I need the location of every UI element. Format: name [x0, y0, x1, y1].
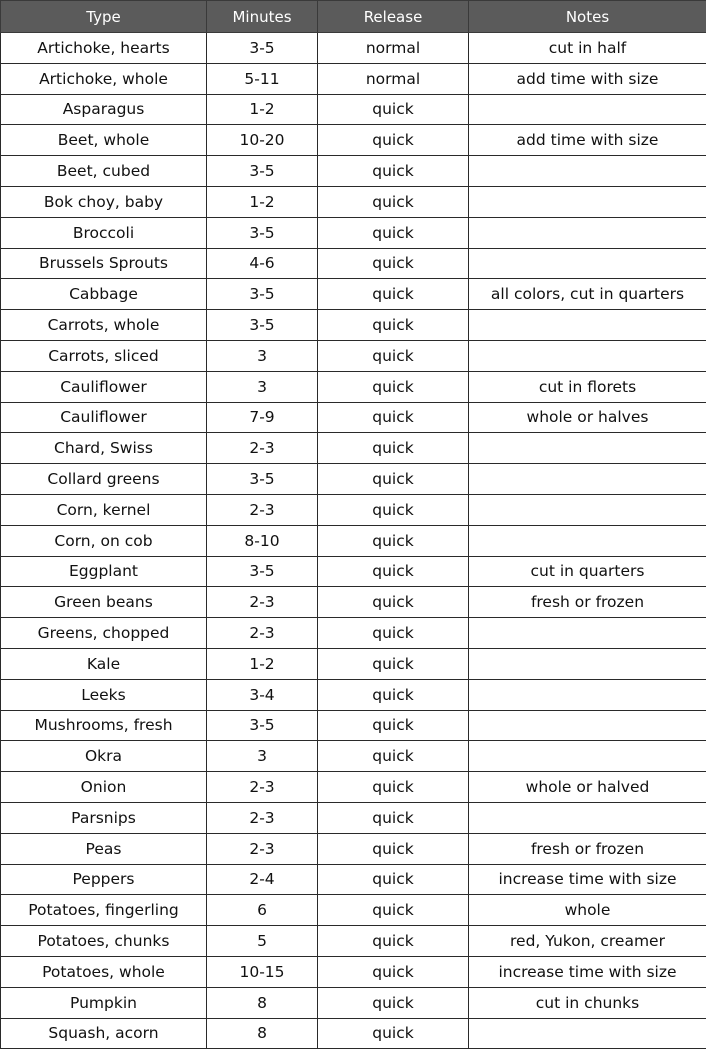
cell-release: quick [318, 772, 469, 803]
cell-type: Cauliflower [1, 402, 207, 433]
cell-type: Beet, whole [1, 125, 207, 156]
cell-notes: increase time with size [469, 956, 706, 987]
cell-minutes: 2-3 [207, 494, 318, 525]
cell-release: quick [318, 525, 469, 556]
cell-minutes: 3-5 [207, 464, 318, 495]
cell-minutes: 7-9 [207, 402, 318, 433]
cell-notes: fresh or frozen [469, 833, 706, 864]
cell-minutes: 2-4 [207, 864, 318, 895]
cell-notes [469, 310, 706, 341]
cell-notes [469, 679, 706, 710]
cell-minutes: 3 [207, 371, 318, 402]
cell-type: Carrots, whole [1, 310, 207, 341]
cell-type: Potatoes, chunks [1, 926, 207, 957]
cell-type: Chard, Swiss [1, 433, 207, 464]
cell-type: Okra [1, 741, 207, 772]
cell-notes: red, Yukon, creamer [469, 926, 706, 957]
table-header [1, 1, 706, 33]
table-row [1, 926, 706, 957]
cell-type: Asparagus [1, 94, 207, 125]
cell-minutes: 2-3 [207, 433, 318, 464]
cell-minutes: 3-5 [207, 556, 318, 587]
table-row [1, 710, 706, 741]
cell-release: quick [318, 587, 469, 618]
cell-notes [469, 1018, 706, 1049]
cell-type: Pumpkin [1, 987, 207, 1018]
cell-notes: fresh or frozen [469, 587, 706, 618]
cell-notes [469, 248, 706, 279]
cell-minutes: 5-11 [207, 63, 318, 94]
cell-release: quick [318, 94, 469, 125]
table-row [1, 772, 706, 803]
cell-release: quick [318, 340, 469, 371]
table-row [1, 956, 706, 987]
table-row [1, 371, 706, 402]
cell-minutes: 3-5 [207, 217, 318, 248]
table-row [1, 402, 706, 433]
cell-type: Eggplant [1, 556, 207, 587]
cell-notes: whole or halves [469, 402, 706, 433]
cell-type: Collard greens [1, 464, 207, 495]
cell-type: Kale [1, 648, 207, 679]
cell-release: quick [318, 956, 469, 987]
cell-notes: cut in quarters [469, 556, 706, 587]
cell-minutes: 8-10 [207, 525, 318, 556]
cell-minutes: 3-5 [207, 310, 318, 341]
cell-notes [469, 802, 706, 833]
cell-notes: whole or halved [469, 772, 706, 803]
cell-release: quick [318, 248, 469, 279]
cell-type: Bok choy, baby [1, 186, 207, 217]
cell-minutes: 3-5 [207, 710, 318, 741]
table-row [1, 1018, 706, 1049]
table-row [1, 217, 706, 248]
cell-type: Peppers [1, 864, 207, 895]
table-row [1, 340, 706, 371]
table-row [1, 156, 706, 187]
cell-minutes: 2-3 [207, 587, 318, 618]
cell-release: quick [318, 833, 469, 864]
cell-release: quick [318, 464, 469, 495]
cell-notes [469, 217, 706, 248]
cell-release: quick [318, 310, 469, 341]
cell-notes: cut in half [469, 33, 706, 64]
table-row [1, 186, 706, 217]
cell-minutes: 2-3 [207, 802, 318, 833]
cell-type: Mushrooms, fresh [1, 710, 207, 741]
table-row [1, 248, 706, 279]
cell-release: quick [318, 648, 469, 679]
cell-release: quick [318, 494, 469, 525]
cell-release: quick [318, 217, 469, 248]
cell-minutes: 1-2 [207, 648, 318, 679]
cell-notes [469, 156, 706, 187]
table-row [1, 63, 706, 94]
table-row [1, 310, 706, 341]
cell-release: quick [318, 433, 469, 464]
cell-minutes: 3 [207, 741, 318, 772]
cell-notes: cut in florets [469, 371, 706, 402]
cell-type: Cabbage [1, 279, 207, 310]
cell-notes [469, 464, 706, 495]
cell-type: Brussels Sprouts [1, 248, 207, 279]
table-row [1, 464, 706, 495]
cell-notes [469, 186, 706, 217]
cell-minutes: 3 [207, 340, 318, 371]
cell-type: Cauliflower [1, 371, 207, 402]
cell-release: normal [318, 63, 469, 94]
cell-notes: increase time with size [469, 864, 706, 895]
table-row [1, 802, 706, 833]
table-row [1, 94, 706, 125]
table-row [1, 679, 706, 710]
table-row [1, 433, 706, 464]
cell-release: quick [318, 402, 469, 433]
table-row [1, 895, 706, 926]
cell-type: Peas [1, 833, 207, 864]
cell-minutes: 3-5 [207, 279, 318, 310]
table-row [1, 833, 706, 864]
cell-notes [469, 710, 706, 741]
cell-type: Broccoli [1, 217, 207, 248]
cell-release: quick [318, 556, 469, 587]
cell-minutes: 8 [207, 1018, 318, 1049]
table-row [1, 125, 706, 156]
cell-minutes: 2-3 [207, 833, 318, 864]
cell-notes [469, 94, 706, 125]
cell-type: Corn, on cob [1, 525, 207, 556]
cell-minutes: 3-5 [207, 156, 318, 187]
cell-release: quick [318, 710, 469, 741]
table-row [1, 556, 706, 587]
column-header-minutes: Minutes [207, 1, 318, 33]
header-row [1, 1, 706, 33]
cell-type: Squash, acorn [1, 1018, 207, 1049]
cell-release: quick [318, 895, 469, 926]
cell-minutes: 2-3 [207, 618, 318, 649]
cell-minutes: 1-2 [207, 94, 318, 125]
cell-notes: add time with size [469, 63, 706, 94]
cell-notes [469, 340, 706, 371]
cell-minutes: 3-4 [207, 679, 318, 710]
cell-notes [469, 494, 706, 525]
cell-release: quick [318, 1018, 469, 1049]
cell-release: quick [318, 802, 469, 833]
column-header-notes: Notes [469, 1, 706, 33]
table-body [1, 33, 706, 1049]
cell-type: Parsnips [1, 802, 207, 833]
cell-release: quick [318, 156, 469, 187]
cell-release: quick [318, 186, 469, 217]
cell-type: Artichoke, hearts [1, 33, 207, 64]
cell-minutes: 10-20 [207, 125, 318, 156]
table-row [1, 864, 706, 895]
cell-type: Greens, chopped [1, 618, 207, 649]
cell-notes: whole [469, 895, 706, 926]
cell-release: quick [318, 987, 469, 1018]
cell-release: quick [318, 618, 469, 649]
cell-release: quick [318, 679, 469, 710]
cell-minutes: 8 [207, 987, 318, 1018]
cell-release: quick [318, 741, 469, 772]
table-row [1, 618, 706, 649]
cell-minutes: 2-3 [207, 772, 318, 803]
cell-type: Carrots, sliced [1, 340, 207, 371]
cell-minutes: 5 [207, 926, 318, 957]
cell-notes: cut in chunks [469, 987, 706, 1018]
cell-notes [469, 618, 706, 649]
cell-notes [469, 525, 706, 556]
cell-type: Potatoes, fingerling [1, 895, 207, 926]
cell-minutes: 6 [207, 895, 318, 926]
cell-release: quick [318, 926, 469, 957]
cell-type: Beet, cubed [1, 156, 207, 187]
cell-notes: all colors, cut in quarters [469, 279, 706, 310]
cell-type: Corn, kernel [1, 494, 207, 525]
table-row [1, 587, 706, 618]
cell-release: quick [318, 864, 469, 895]
table-row [1, 648, 706, 679]
cell-type: Potatoes, whole [1, 956, 207, 987]
table-row [1, 494, 706, 525]
cell-release: quick [318, 279, 469, 310]
table-row [1, 987, 706, 1018]
cell-minutes: 10-15 [207, 956, 318, 987]
cell-notes [469, 648, 706, 679]
cell-notes [469, 433, 706, 464]
cell-release: quick [318, 371, 469, 402]
table-row [1, 525, 706, 556]
cell-notes [469, 741, 706, 772]
cell-release: normal [318, 33, 469, 64]
cell-type: Green beans [1, 587, 207, 618]
cell-type: Onion [1, 772, 207, 803]
table-row [1, 741, 706, 772]
column-header-type: Type [1, 1, 207, 33]
cell-type: Leeks [1, 679, 207, 710]
cell-minutes: 4-6 [207, 248, 318, 279]
table-row [1, 279, 706, 310]
cell-minutes: 3-5 [207, 33, 318, 64]
cell-notes: add time with size [469, 125, 706, 156]
cell-release: quick [318, 125, 469, 156]
cell-minutes: 1-2 [207, 186, 318, 217]
cell-type: Artichoke, whole [1, 63, 207, 94]
column-header-release: Release [318, 1, 469, 33]
table-row [1, 33, 706, 64]
